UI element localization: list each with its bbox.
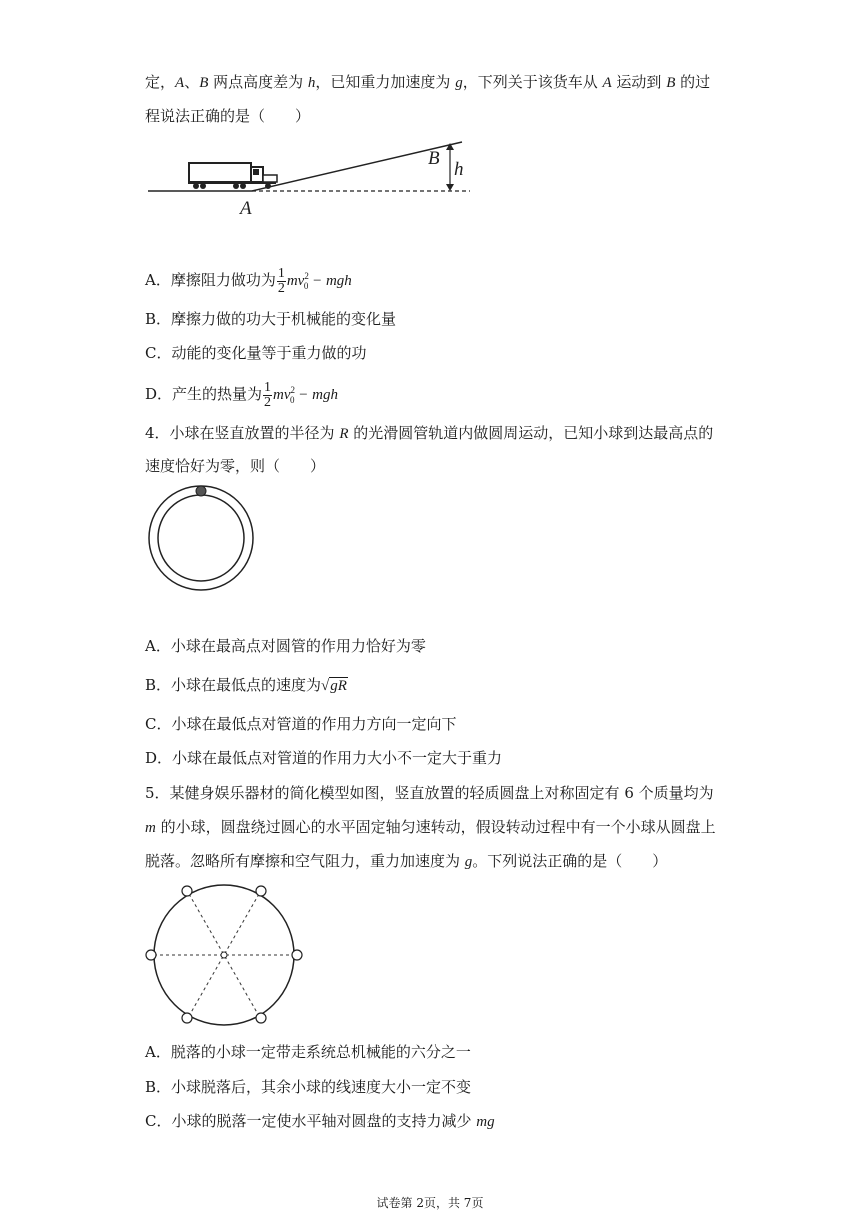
q5-stem-line2: m 的小球，圆盘绕过圆心的水平固定轴匀速转动，假设转动过程中有一个小球从圆盘上 (145, 818, 716, 836)
q4-circular-tube-figure (145, 483, 260, 593)
q4-option-d[interactable]: D．小球在最低点对管道的作用力大小不一定大于重力 (145, 749, 503, 767)
page-footer: 试卷第 2页，共 7页 (376, 1196, 484, 1210)
inner-tube-circle (158, 495, 244, 581)
ball-icon (182, 886, 192, 896)
q5-disk-figure (144, 883, 310, 1027)
label-B: B (428, 148, 440, 169)
q4-stem-line1: 4．小球在竖直放置的半径为 R 的光滑圆管轨道内做圆周运动，已知小球到达最高点的 (145, 424, 714, 442)
q4-stem-line2: 速度恰好为零，则（ ） (145, 457, 326, 475)
axle-center (221, 952, 227, 958)
ball-icon (256, 1013, 266, 1023)
q5-stem-line1: 5．某健身娱乐器材的简化模型如图，竖直放置的轻质圆盘上对称固定有 6 个质量均为 (145, 784, 714, 802)
q3-option-c[interactable]: C．动能的变化量等于重力做的功 (145, 344, 367, 362)
ball-icon (182, 1013, 192, 1023)
q3-incline-figure (140, 135, 480, 225)
ball-icon (146, 950, 156, 960)
q5-stem-line3: 脱落。忽略所有摩擦和空气阻力，重力加速度为 g。下列说法正确的是（ ） (145, 852, 668, 870)
truck-icon (189, 163, 277, 189)
q4-option-b[interactable]: B．小球在最低点的速度为√gR (145, 676, 347, 694)
outer-tube-circle (149, 486, 253, 590)
label-h: h (454, 159, 464, 180)
q3-stem-line1: 定，A、B 两点高度差为 h，已知重力加速度为 g，下列关于该货车从 A 运动到 B 的过 (145, 73, 711, 91)
q3-option-b[interactable]: B．摩擦力做的功大于机械能的变化量 (145, 310, 397, 328)
label-A: A (240, 198, 252, 219)
q3-option-d[interactable]: D．产生的热量为 $\frac{1}{2}$ $mv^2_0$ − mgh (145, 379, 338, 410)
q5-option-c[interactable]: C．小球的脱落一定使水平轴对圆盘的支持力减少 mg (145, 1112, 495, 1130)
q5-option-b[interactable]: B．小球脱落后，其余小球的线速度大小一定不变 (145, 1078, 472, 1096)
q3-stem-line2: 程说法正确的是（ ） (145, 107, 311, 125)
q5-option-a[interactable]: A．脱落的小球一定带走系统总机械能的六分之一 (145, 1043, 471, 1061)
q3-option-a[interactable]: A．摩擦阻力做功为 $\frac{1}{2}$ $mv^2_0$ − mgh (145, 265, 352, 296)
ball-icon (196, 486, 206, 496)
ball-icon (292, 950, 302, 960)
ball-icon (256, 886, 266, 896)
q4-option-c[interactable]: C．小球在最低点对管道的作用力方向一定向下 (145, 715, 457, 733)
q4-option-a[interactable]: A．小球在最高点对圆管的作用力恰好为零 (145, 637, 426, 655)
